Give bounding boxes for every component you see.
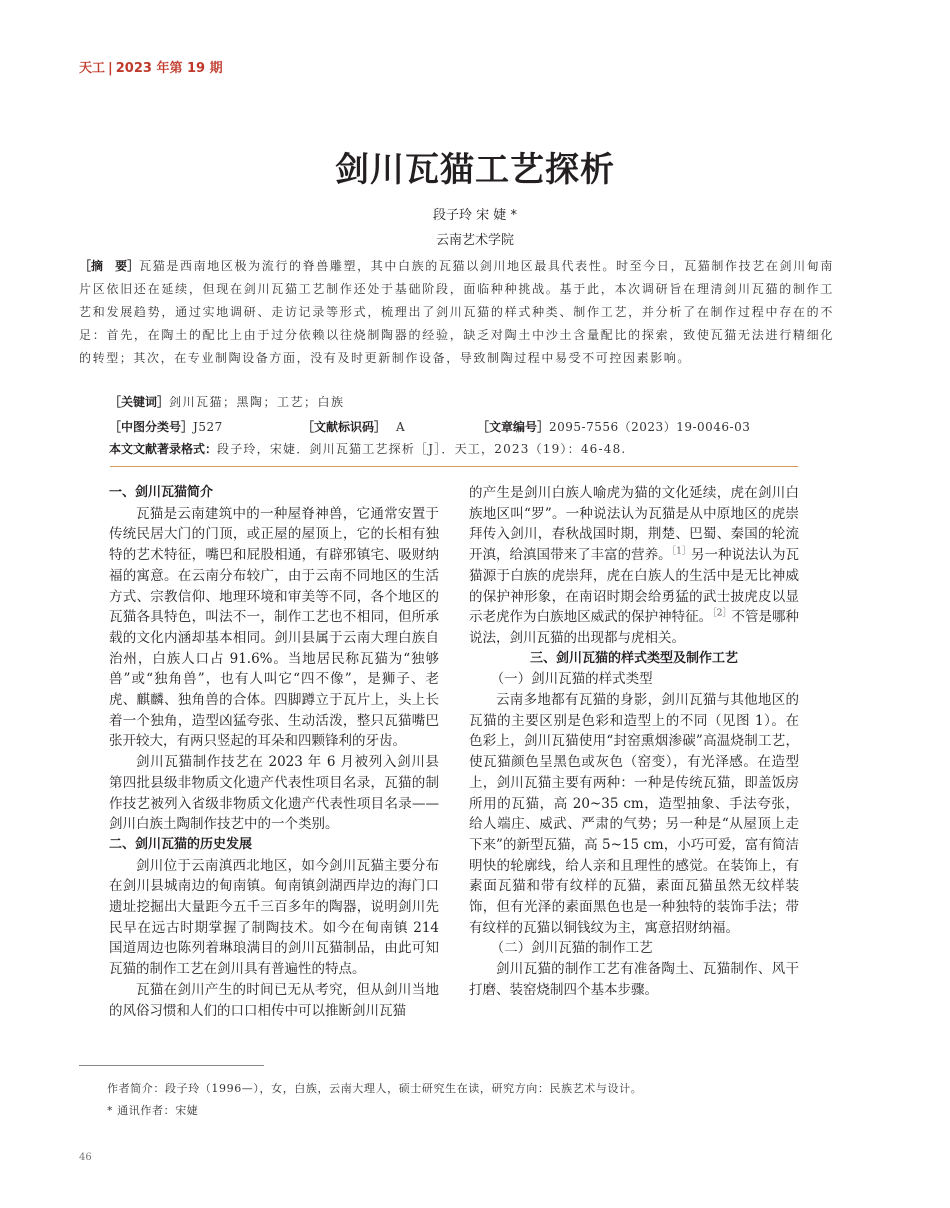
citation <box>109 440 626 457</box>
subsection-heading-3-2: （二）剑川瓦猫的制作工艺 <box>490 940 653 957</box>
paragraph: 瓦猫在剑川产生的时间已无从考究，但从剑川当地的风俗习惯和人们的口口相传中可以推断剑川瓦猫 <box>109 981 439 1019</box>
reference-marker: ［2］ <box>712 608 732 619</box>
section-heading-3: 三、剑川瓦猫的样式类型及制作工艺 <box>529 650 738 666</box>
footnote-divider <box>79 1065 264 1066</box>
article-authors: 段子玲 宋 婕 * <box>433 208 517 223</box>
body-column-right <box>469 483 799 1001</box>
clc-value: J527 <box>193 420 223 434</box>
paragraph <box>469 483 799 649</box>
corresponding-label: * 通讯作者： <box>107 1104 176 1117</box>
author-note <box>107 1080 642 1096</box>
keywords-text: 剑川瓦猫；黑陶；工艺；白族 <box>169 395 345 409</box>
paragraph: 瓦猫是云南建筑中的一种屋脊神兽，它通常安置于传统民居大门的门顶，或正屋的屋顶上，它的长相有独特的艺术特征，嘴巴和屁股相通，有辟邪镇宅、吸财纳福的寓意。在云南分布较广，由于云南不同地区的生活方式、宗教信仰、地理环境和审美等不同，各个地区的瓦猫各具特色，叫法不一，制作工艺也不相同，但所承载的文化内涵却基本相同。剑川县属于云南大理白族自治州，白族人口占 91.6%。当地居民称瓦猫为“独够兽”或“独角兽”，也有人叫它“四不像”，是狮子、老虎、麒麟、独角兽的合体。四脚蹲立于瓦片上，头上长着一个独角，造型凶猛夸张、生动活泼，整只瓦猫嘴巴张开较大，有两只竖起的耳朵和四颗锋利的牙齿。 <box>109 505 439 750</box>
abstract-text: 瓦猫是西南地区极为流行的脊兽雕塑，其中白族的瓦猫以剑川地区最具代表性。时至今日，瓦猫制作技艺在剑川甸南片区依旧还在延续，但现在剑川瓦猫工艺制作还处于基础阶段，面临种种挑战。基于此，本次调研旨在理清剑川瓦猫的制作工艺和发展趋势，通过实地调研、走访记录等形式，梳理出了剑川瓦猫的样式种类、制作工艺，并分析了在制作过程中存在的不足：首先，在陶土的配比上由于过分依赖以往烧制陶器的经验，缺乏对陶土中沙土含量配比的探索，致使瓦猫无法进行精细化的转型；其次，在专业制陶设备方面，没有及时更新制作设备，导致制陶过程中易受不可控因素影响。 <box>79 259 834 365</box>
keywords-label: ［关键词］ <box>109 395 170 409</box>
header-divider <box>110 466 798 467</box>
citation-text: 段子玲，宋婕．剑川瓦猫工艺探析［J］．天工，2023（19）：46-48. <box>217 442 627 456</box>
reference-marker: ［1］ <box>671 546 691 557</box>
doc-value: A <box>396 420 406 434</box>
header-separator: | <box>108 61 113 76</box>
doc-label: ［文献标识码］ <box>302 420 387 434</box>
author-note-label: 作者简介： <box>107 1082 165 1095</box>
paragraph-text: 另一种说法认为瓦猫源于白族的虎崇拜，虎在白族人的生活中是无比神威的保护神形象，在南诏时期会给勇猛的武士披虎皮以显示老虎作为白族地区威武的保护神特征。 <box>469 547 800 626</box>
abstract <box>79 255 834 370</box>
author-note-text: 段子玲（1996—），女，白族，云南大理人，硕士研究生在读，研究方向：民族艺术与设计。 <box>165 1082 643 1095</box>
paragraph: 剑川瓦猫的制作工艺有准备陶土、瓦猫制作、风干打磨、装窑烧制四个基本步骤。 <box>469 961 799 998</box>
art-label: ［文章编号］ <box>477 420 550 434</box>
clc-code <box>109 418 223 435</box>
subsection-heading-3-1: （一）剑川瓦猫的样式类型 <box>490 671 653 688</box>
article-title: 剑川瓦猫工艺探析 <box>335 150 615 190</box>
paragraph-text: 的产生是剑川白族人喻虎为猫的文化延续，虎在剑川白族地区叫“罗”。一种说法认为瓦猫是从中原地区的虎崇拜传入剑川，春秋战国时期，荆楚、巴蜀、秦国的轮流开滇，给滇国带来了丰富的营养。 <box>469 485 799 564</box>
section-heading-1: 一、剑川瓦猫简介 <box>109 485 214 500</box>
article-affiliation: 云南艺术学院 <box>435 233 514 248</box>
clc-label: ［中图分类号］ <box>109 420 194 434</box>
article-number <box>477 418 750 435</box>
page-number: 46 <box>79 1152 92 1163</box>
corresponding-author <box>107 1102 198 1118</box>
paragraph: 剑川瓦猫制作技艺在 2023 年 6 月被列入剑川县第四批县级非物质文化遗产代表性项目名录，瓦猫的制作技艺被列入省级非物质文化遗产代表性项目名录——剑川白族土陶制作技艺中的一个类别。 <box>109 754 439 833</box>
section-heading-2: 二、剑川瓦猫的历史发展 <box>109 836 253 852</box>
body-column-left <box>109 483 439 1021</box>
keywords <box>109 393 345 410</box>
paragraph: 剑川位于云南滇西北地区，如今剑川瓦猫主要分布在剑川县城南边的甸南镇。甸南镇剑湖西岸边的海门口遗址挖掘出大量距今五千三百多年的陶器，说明剑川先民早在远古时期掌握了制陶技术。如今在甸南镇 214 国道周边也陈列着琳琅满目的剑川瓦猫制品，由此可知瓦猫的制作工艺在剑川具有普遍性的特点。 <box>109 857 439 978</box>
paragraph: 云南多地都有瓦猫的身影，剑川瓦猫与其他地区的瓦猫的主要区别是色彩和造型上的不同（见图 1）。在色彩上，剑川瓦猫使用“封窑熏烟渗碳”高温烧制工艺，使瓦猫颜色呈黑色或灰色（窑变），有光泽感。在造型上，剑川瓦猫主要有两种：一种是传统瓦猫，即盖饭房所用的瓦猫，高 20~35 cm，造型抽象、手法夸张，给人端庄、威武、严肃的气势；另一种是“从屋顶上走下来”的新型瓦猫，高 5~15 cm，小巧可爱，富有简洁明快的轮廓线，给人亲和且理性的感觉。在装饰上，有素面瓦猫和带有纹样的瓦猫，素面瓦猫虽然无纹样装饰，但有光泽的素面黑色也是一种独特的装饰手法；带有纹样的瓦猫以铜钱纹为主，寓意招财纳福。 <box>469 692 799 936</box>
abstract-label: ［摘 要］ <box>79 259 140 273</box>
journal-issue: 2023 年第 19 期 <box>115 61 223 76</box>
paragraph-text: 不管是哪种说法，剑川瓦猫的出现都与虎相关。 <box>469 609 800 646</box>
citation-label: 本文文献著录格式： <box>109 442 218 456</box>
corresponding-text: 宋婕 <box>175 1104 199 1117</box>
journal-header <box>79 57 223 76</box>
document-code <box>302 418 405 435</box>
journal-name: 天工 <box>79 61 106 76</box>
art-value: 2095-7556（2023）19-0046-03 <box>549 420 751 434</box>
